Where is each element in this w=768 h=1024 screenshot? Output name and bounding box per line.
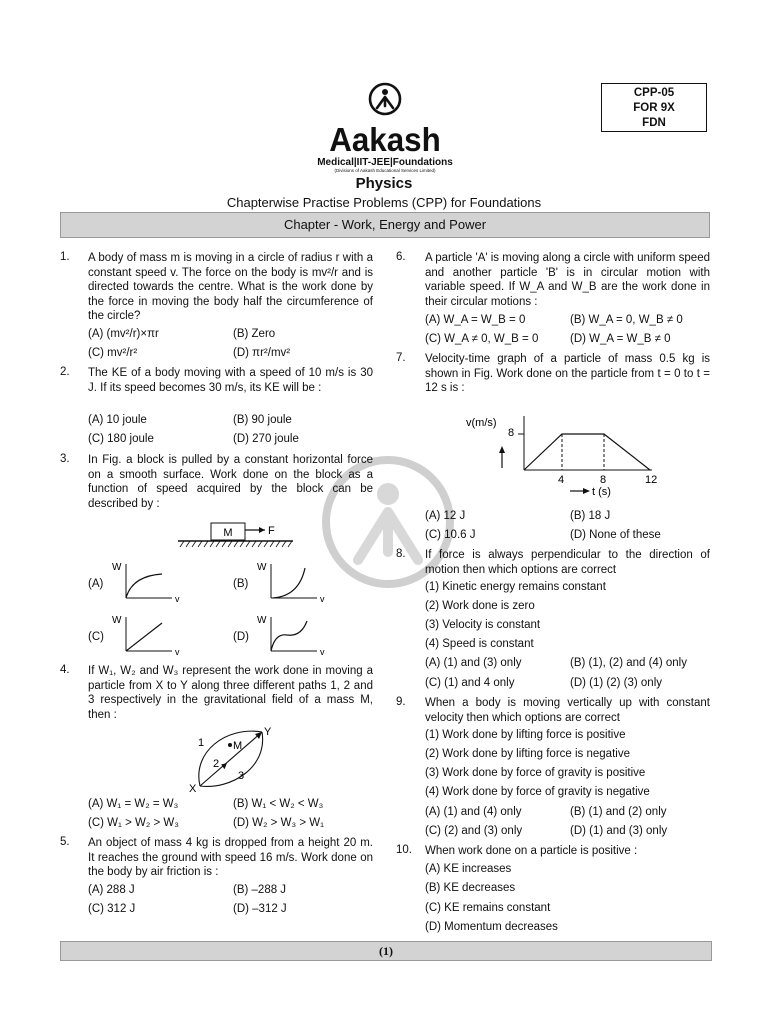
question-2-option-a: (A) 10 joule xyxy=(88,414,147,426)
question-9-option-c: (C) (2) and (3) only xyxy=(425,825,523,837)
question-4-option-d: (D) W₂ > W₃ > W₁ xyxy=(233,817,324,829)
question-6-text: A particle 'A' is moving along a circle with uniform speed and another particle 'B' is in circular motion with variable speed. If W_A and W_B are the work done in their circular motions : xyxy=(425,252,710,308)
series-title: Chapterwise Practise Problems (CPP) for Foundations xyxy=(226,195,542,210)
question-7-option-c: (C) 10.6 J xyxy=(425,529,476,541)
axis-w-label: W xyxy=(257,562,267,573)
question-6-option-b: (B) W_A = 0, W_B ≠ 0 xyxy=(570,314,683,326)
question-3-option-c: (C) xyxy=(88,631,104,643)
question-5-option-a: (A) 288 J xyxy=(88,884,135,896)
question-number: 6. xyxy=(396,251,406,263)
question-9-statement: (4) Work done by force of gravity is negative xyxy=(425,786,650,798)
question-2-option-b: (B) 90 joule xyxy=(233,414,292,426)
axis-w-label: W xyxy=(112,615,122,626)
graph-x-tick-12: 12 xyxy=(645,474,658,486)
question-8-statement: (1) Kinetic energy remains constant xyxy=(425,581,606,593)
question-10-option-c: (C) KE remains constant xyxy=(425,902,551,914)
graph-x-tick-8: 8 xyxy=(600,474,607,486)
path-label-2: 2 xyxy=(213,758,220,770)
question-2-option-d: (D) 270 joule xyxy=(233,433,299,445)
question-number: 2. xyxy=(60,366,70,378)
question-3-option-d: (D) xyxy=(233,631,249,643)
question-9-statement: (1) Work done by lifting force is positive xyxy=(425,729,626,741)
question-number: 4. xyxy=(60,664,70,676)
question-9-option-a: (A) (1) and (4) only xyxy=(425,806,522,818)
graph-x-axis-label: t (s) xyxy=(592,486,611,498)
graph-option-d xyxy=(253,611,333,657)
mass-label: M xyxy=(233,740,243,752)
question-1-option-b: (B) Zero xyxy=(233,328,276,340)
graph-option-b xyxy=(253,558,333,604)
question-7-option-a: (A) 12 J xyxy=(425,510,466,522)
question-number: 10. xyxy=(396,844,412,856)
axis-v-label: v xyxy=(175,647,180,657)
axis-v-label: v xyxy=(320,647,325,657)
code-line-1: CPP-05 xyxy=(633,87,675,99)
question-10-text: When work done on a particle is positive : xyxy=(425,845,638,857)
question-9-option-d: (D) (1) and (3) only xyxy=(570,825,668,837)
question-1-option-c: (C) mv²/r² xyxy=(88,347,138,359)
graph-y-axis-label: v(m/s) xyxy=(466,417,497,429)
question-2-option-c: (C) 180 joule xyxy=(88,433,154,445)
question-8-statement: (2) Work done is zero xyxy=(425,600,535,612)
velocity-time-graph xyxy=(462,412,672,502)
question-number: 7. xyxy=(396,352,406,364)
question-4-option-b: (B) W₁ < W₂ < W₃ xyxy=(233,798,324,810)
question-7-text: Velocity-time graph of a particle of mass 0.5 kg is shown in Fig. Work done on the particle from t = 0 to t = 12 s is : xyxy=(425,353,710,394)
question-9-option-b: (B) (1) and (2) only xyxy=(570,806,667,818)
question-3-option-b: (B) xyxy=(233,578,249,590)
brand-tagline-small: (Divisions of Aakash Educational Services Limited) xyxy=(334,168,436,173)
question-6-option-c: (C) W_A ≠ 0, W_B = 0 xyxy=(425,333,539,345)
question-10-option-b: (B) KE decreases xyxy=(425,882,516,894)
block-force-diagram xyxy=(175,520,295,550)
question-number: 3. xyxy=(60,453,70,465)
question-1-option-a: (A) (mv²/r)×πr xyxy=(88,328,159,340)
question-10-option-d: (D) Momentum decreases xyxy=(425,921,558,933)
question-2-text: The KE of a body moving with a speed of 10 m/s is 30 J. If its speed becomes 30 m/s, its KE will be : xyxy=(88,367,373,394)
question-number: 1. xyxy=(60,251,70,263)
question-8-option-a: (A) (1) and (3) only xyxy=(425,657,522,669)
question-1-text: A body of mass m is moving in a circle of radius r with a constant speed v. The force on the body is mv²/r and is directed towards the centre. What is the work done by the force in moving the body half the circumference of the circle? xyxy=(88,252,373,322)
question-8-option-d: (D) (1) (2) (3) only xyxy=(570,677,663,689)
question-7-option-d: (D) None of these xyxy=(570,529,661,541)
question-5-option-b: (B) –288 J xyxy=(233,884,287,896)
brand-tagline: Medical|IIT-JEE|Foundations xyxy=(317,157,453,168)
question-1-option-d: (D) πr²/mv² xyxy=(233,347,291,359)
question-9-statement: (3) Work done by force of gravity is positive xyxy=(425,767,646,779)
point-y-label: Y xyxy=(264,726,272,738)
graph-y-value-label: 8 xyxy=(508,427,515,439)
chapter-banner: Chapter - Work, Energy and Power xyxy=(60,212,710,238)
force-label: F xyxy=(268,525,275,537)
graph-option-a xyxy=(108,558,188,604)
subject-title: Physics xyxy=(355,175,413,192)
question-5-text: An object of mass 4 kg is dropped from a height 20 m. It reaches the ground with speed 16 m/s. Work done on the body by air friction is : xyxy=(88,837,373,878)
code-line-3: FDN xyxy=(642,117,666,129)
question-number: 5. xyxy=(60,836,70,848)
question-8-statement: (3) Velocity is constant xyxy=(425,619,541,631)
question-3-option-a: (A) xyxy=(88,578,104,590)
axis-w-label: W xyxy=(112,562,122,573)
question-10-option-a: (A) KE increases xyxy=(425,863,512,875)
axis-v-label: v xyxy=(175,594,180,604)
question-9-text: When a body is moving vertically up with constant velocity then which options are correct xyxy=(425,697,710,724)
question-8-option-b: (B) (1), (2) and (4) only xyxy=(570,657,687,669)
question-5-option-d: (D) –312 J xyxy=(233,903,287,915)
question-7-option-b: (B) 18 J xyxy=(570,510,611,522)
question-5-option-c: (C) 312 J xyxy=(88,903,136,915)
question-4-text: If W₁, W₂ and W₃ represent the work done in moving a particle from X to Y along three different paths 1, 2 and 3 respectively in the gravitational field of a mass M, then : xyxy=(88,665,373,721)
path-label-1: 1 xyxy=(198,737,205,749)
question-number: 9. xyxy=(396,696,406,708)
axis-w-label: W xyxy=(257,615,267,626)
question-8-text: If force is always perpendicular to the direction of motion then which options are correct xyxy=(425,549,710,576)
graph-x-tick-4: 4 xyxy=(558,474,565,486)
point-x-label: X xyxy=(189,783,197,795)
brand-name: Aakash xyxy=(329,121,441,158)
question-6-option-d: (D) W_A = W_B ≠ 0 xyxy=(570,333,671,345)
question-9-statement: (2) Work done by lifting force is negative xyxy=(425,748,630,760)
question-6-option-a: (A) W_A = W_B = 0 xyxy=(425,314,526,326)
question-8-statement: (4) Speed is constant xyxy=(425,638,534,650)
question-8-option-c: (C) (1) and 4 only xyxy=(425,677,515,689)
question-3-text: In Fig. a block is pulled by a constant horizontal force on a smooth surface. Work done on the block as a function of speed acquired by the block can be described by : xyxy=(88,454,373,510)
question-number: 8. xyxy=(396,548,406,560)
code-line-2: FOR 9X xyxy=(633,102,675,114)
document-code-box xyxy=(601,83,707,132)
aakash-emblem-icon xyxy=(367,82,403,116)
page-number-bar: (1) xyxy=(60,941,712,961)
question-4-option-c: (C) W₁ > W₂ > W₃ xyxy=(88,817,179,829)
aakash-logo xyxy=(300,82,470,174)
path-label-3: 3 xyxy=(238,770,245,782)
block-label: M xyxy=(223,527,233,539)
axis-v-label: v xyxy=(320,594,325,604)
graph-option-c xyxy=(108,611,188,657)
paths-diagram xyxy=(186,722,286,796)
question-4-option-a: (A) W₁ = W₂ = W₃ xyxy=(88,798,179,810)
